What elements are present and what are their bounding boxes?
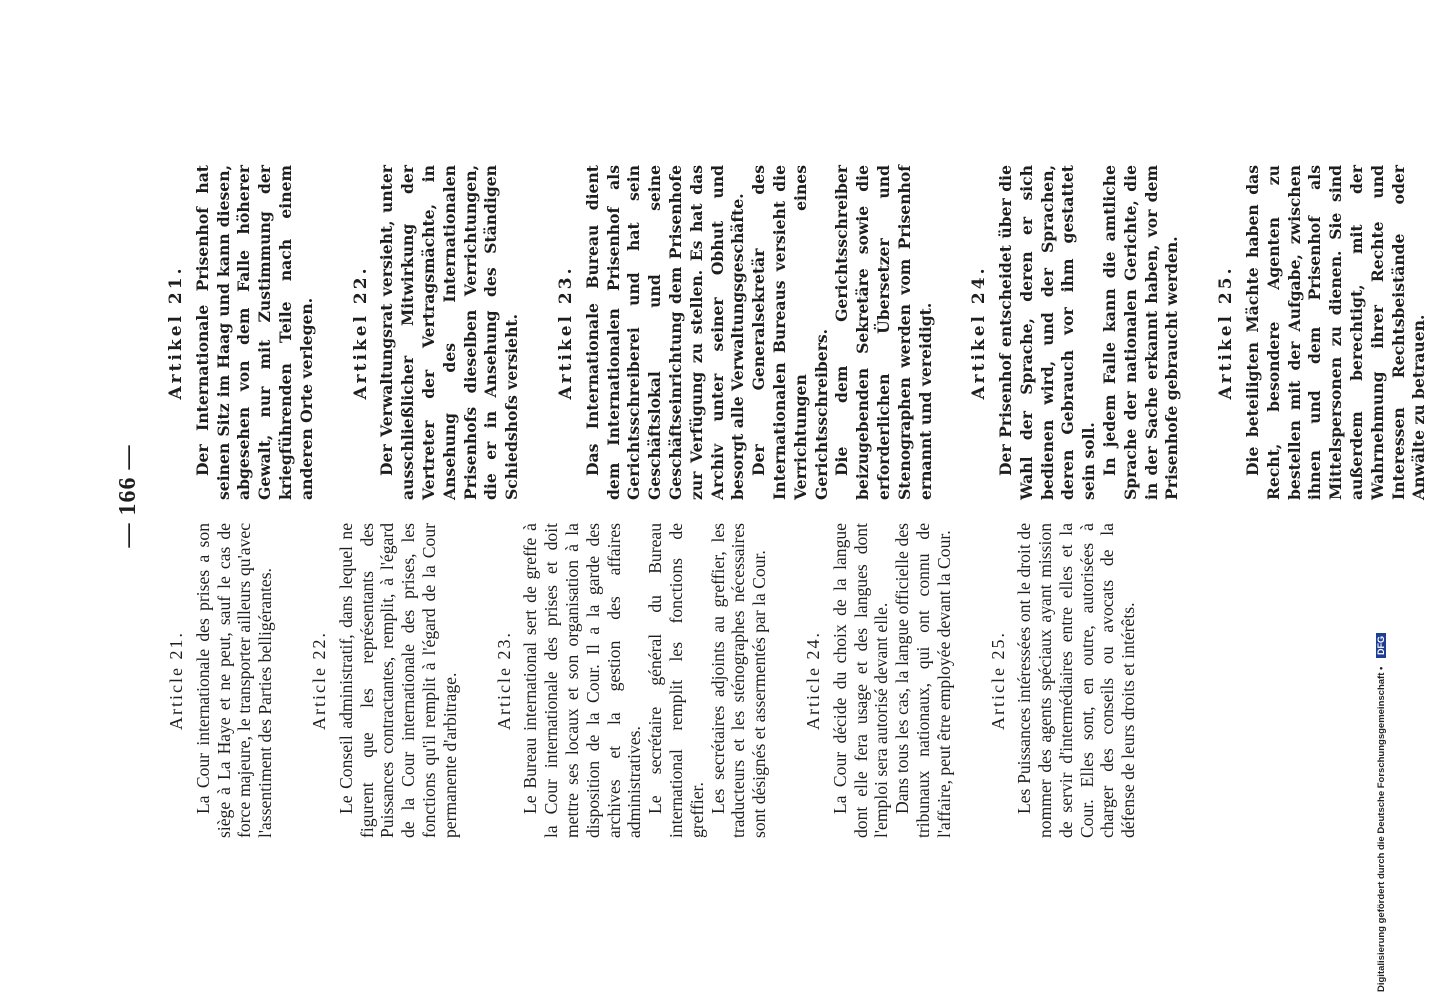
french-article-25 [988,523,1140,838]
article-paragraph: Der Internationale Prisenhof hat seinen Sitz im Haag und kann diesen, abgesehen von dem Falle höherer Gewalt, nur mit Zustimmung der kriegführenden Teile nach einem anderen Orte verlegen. [192,165,316,500]
article-paragraph: Das Internationale Bureau dient dem Internationalen Prisenhof als Gerichtsschreiberei und hat sein Geschäftslokal und seine Geschäftseinrichtung dem Prisenhofe zur Verfügung zu stellen. Es hat das Archiv unter seiner Obhut und besorgt alle Verwaltungsgeschäfte. [582,165,748,500]
article-paragraph: Der Verwaltungsrat versieht, unter ausschließlicher Mitwirkung der Vertreter der Vertragsmächte, in Ansehung des Internationalen Prisenhofs dieselben Verrichtungen, die er in Ansehung des Ständigen Schiedshofs versieht. [377,165,522,500]
article-paragraph: Der Generalsekretär des Internationalen Bureaus versieht die Verrichtungen eines Gerichtsschreibers. [749,165,831,500]
article-heading: Artikel 22. [350,265,371,400]
article-heading: Article 22. [308,631,329,730]
digitization-credit [1376,633,1387,992]
article-paragraph: Le Conseil administratif, dans lequel ne figurent que les représentants des Puissances contractantes, remplit, à l'égard de la Cour internationale des prises, les fonctions qu'il remplit à l'égard de la Cour permanente d'arbitrage. [335,523,460,838]
french-column [166,523,1139,838]
german-article-24 [969,165,1183,500]
german-article-25 [1216,165,1430,500]
article-paragraph: Le secrétaire général du Bureau international remplit les fonctions de greffier. [645,523,707,838]
article-heading: Article 21. [166,631,186,730]
article-heading: Artikel 23. [555,265,576,400]
credit-text: Digitalisierung gefördert durch die Deutsche Forschungsgemeinschaft • [1376,666,1387,992]
page-number: — 166 — [115,444,141,548]
french-article-21 [166,523,276,838]
article-heading: Artikel 24. [969,265,990,400]
german-article-21 [166,165,318,500]
german-article-22 [351,165,523,500]
dfg-logo: DFG [1376,633,1386,658]
french-article-22 [309,523,461,838]
article-paragraph: Le Bureau international sert de greffe à la Cour internationale des prises et doit mettre ses locaux et son organisation à la disposition de la Cour. Il a la garde des archives et la gestion des affaires administratives. [520,523,645,838]
article-paragraph: La Cour décide du choix de la langue dont elle fera usage et des langues dont l'emploi sera autorisé devant elle. [829,523,892,838]
article-paragraph: Dans tous les cas, la langue officielle des tribunaux nationaux, qui ont connu de l'affaire, peut être employée devant la Cour. [892,523,954,838]
article-paragraph: Der Prisenhof entscheidet über die Wahl der Sprache, deren er sich bedienen wird, und der Sprachen, deren Gebrauch vor ihm gestattet sein soll. [996,165,1099,500]
article-heading: Artikel 25. [1216,265,1237,400]
article-paragraph: La Cour internationale des prises a son siège à La Haye et ne peut, sauf le cas de force majeure, le transporter ailleurs qu'avec l'assentiment des Parties belligérantes. [192,523,276,838]
french-article-24 [803,523,955,838]
article-paragraph: Les Puissances intéressées ont le droit de nommer des agents spéciaux ayant mission de servir d'intermédiaires entre elles et la Cour. Elles sont, en outre, autorisées à charger des conseils ou avocats de la défense de leurs droits et intérêts. [1014,523,1139,838]
article-paragraph: Die beteiligten Mächte haben das Recht, besondere Agenten zu bestellen mit der Aufgabe, zwischen ihnen und dem Prisenhof als Mittelspersonen zu dienen. Sie sind außerdem berechtigt, mit der Wahrnehmung ihrer Rechte und Interessen Rechtsbeistände oder Anwälte zu betrauen. [1243,165,1429,500]
article-paragraph: Les secrétaires adjoints au greffier, les traducteurs et les sténographes nécessaires sont désignés et assermentés par la Cour. [707,523,770,838]
article-heading: Article 23. [493,631,514,730]
article-paragraph: Die dem Gerichtsschreiber beizugebenden Sekretäre sowie die erforderlichen Übersetzer und Stenographen werden vom Prisenhof ernannt und vereidigt. [832,165,935,500]
article-heading: Artikel 21. [166,265,186,400]
article-heading: Article 24. [802,631,823,730]
article-heading: Article 25. [987,631,1008,730]
article-paragraph: In jedem Falle kann die amtliche Sprache der nationalen Gerichte, die in der Sache erkannt haben, vor dem Prisenhofe gebraucht werden. [1100,165,1182,500]
german-column [166,165,1430,500]
german-article-23 [556,165,936,500]
french-article-23 [494,523,770,838]
